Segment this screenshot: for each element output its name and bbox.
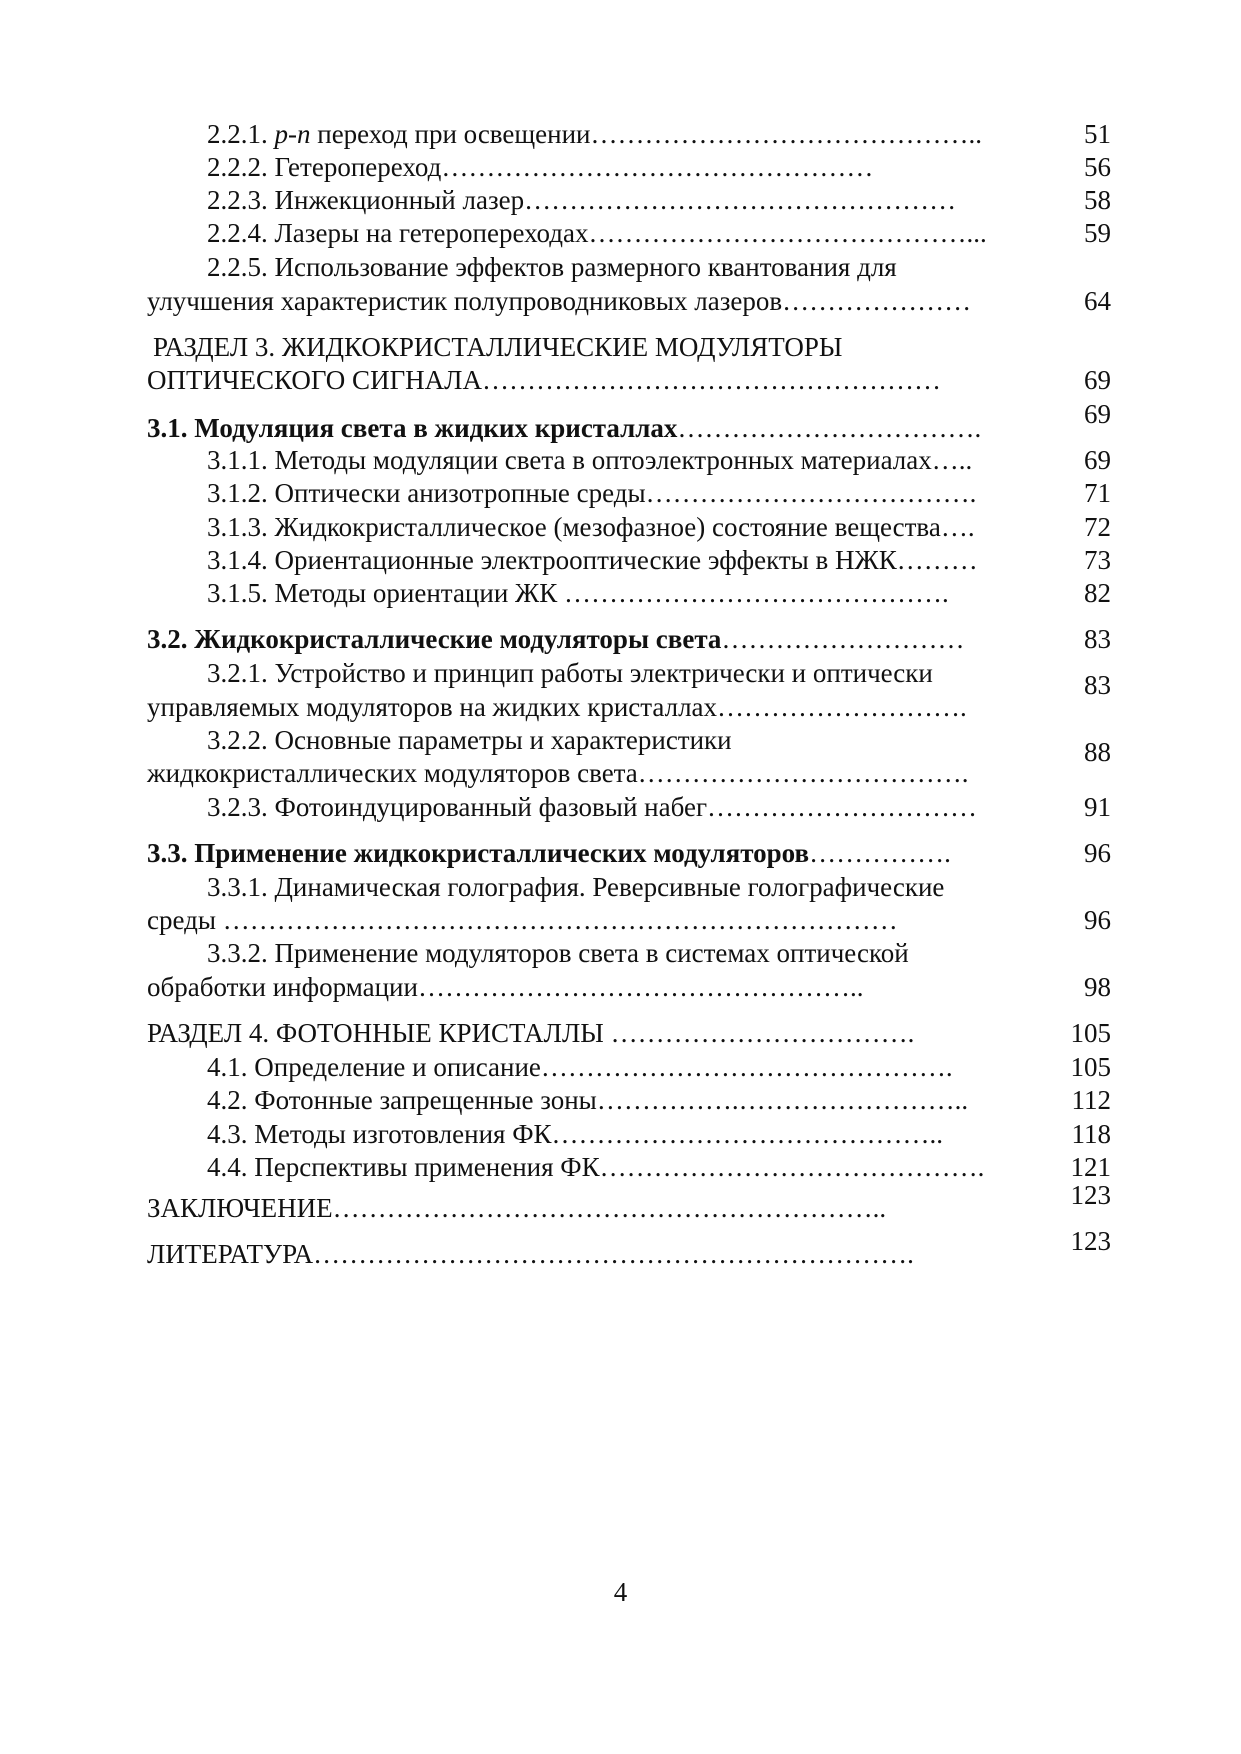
toc-entry-3-1-2 [207,476,976,510]
toc-entry-3-2-2-line1 [207,723,732,757]
toc-entry-title: среды [147,905,223,935]
toc-subsection-title: 3.2. Жидкокристаллические модуляторы света [147,624,722,654]
toc-section-3-line2 [147,363,941,397]
toc-leader-dots: …. [940,512,975,542]
toc-section-title: РАЗДЕЛ 4. ФОТОННЫЕ КРИСТАЛЛЫ [147,1018,611,1048]
toc-entry-2-2-4 [207,216,987,250]
toc-entry-title: 3.1.1. Методы модуляции света в оптоэлектронных материалах [207,445,932,475]
toc-entry-2-2-1 [207,117,982,151]
toc-page-number: 51 [1084,119,1111,149]
toc-entry-3-1-1 [207,443,972,477]
toc-leader-dots: ……… [896,545,978,575]
toc-leader-dots: …………….…………………….. [596,1085,969,1115]
toc-page-number: 59 [1084,218,1111,248]
toc-page-number: 56 [1084,152,1111,182]
toc-leader-dots: …………………………………………… [481,365,941,395]
toc-entry-title: 3.2.3. Фотоиндуцированный фазовый набег [207,792,708,822]
toc-page-number: 72 [1084,512,1111,542]
toc-leader-dots: ……………………………………... [588,218,987,248]
toc-leader-dots: ……………………………. [677,413,982,443]
toc-page-number: 105 [1070,1018,1111,1048]
toc-entry-title: 4.1. Определение и описание [207,1052,541,1082]
toc-leader-dots: ………………………………………….. [417,972,864,1002]
toc-entry-title: 3.2.2. Основные параметры и характеристики [207,725,732,755]
toc-leader-dots: …………………………………….. [551,1119,944,1149]
toc-leader-dots: ……………………………. [610,1018,915,1048]
toc-entry-prefix: 2.2.1. [207,119,275,149]
toc-leader-dots: ………………………………………………………………… [222,905,898,935]
toc-leader-dots: ………………………………………… [441,152,874,182]
toc-entry-title: 3.2.1. Устройство и принцип работы электрически и оптически [207,658,933,688]
toc-page-number: 105 [1070,1052,1111,1082]
toc-entry-3-1-4 [207,543,978,577]
toc-entry-title: управляемых модуляторов на жидких кристаллах [147,692,718,722]
toc-page-number: 96 [1084,905,1111,935]
toc-entry-title: жидкокристаллических модуляторов света [147,758,638,788]
toc-entry-3-2-2-line2 [147,756,969,790]
toc-leader-dots: ………………………………. [637,758,969,788]
toc-entry-title: 2.2.5. Использование эффектов размерного квантования для [207,252,897,282]
toc-subsection-3-2 [147,622,964,656]
toc-entry-4-4 [207,1150,984,1184]
toc-entry-2-2-5-line2 [147,284,971,318]
toc-page-number: 58 [1084,185,1111,215]
toc-entry-4-2 [207,1083,968,1117]
toc-entry-title: улучшения характеристик полупроводниковых лазеров [147,286,783,316]
toc-page-number: 82 [1084,578,1111,608]
toc-entry-title: 2.2.4. Лазеры на гетеропереходах [207,218,589,248]
toc-page-number: 69 [1084,399,1111,429]
toc-page-number: 98 [1084,972,1111,1002]
toc-leader-dots: ….. [931,445,973,475]
toc-entry-title: обработки информации [147,972,418,1002]
toc-entry-italic-term: p-n [274,119,311,149]
toc-leader-dots: ………………………………………… [524,185,957,215]
toc-page-number: 69 [1084,365,1111,395]
toc-page-number: 96 [1084,838,1111,868]
toc-entry-title: 3.1.4. Ориентационные электрооптические эффекты в НЖК [207,545,897,575]
toc-page-number: 123 [1070,1180,1111,1210]
toc-entry-3-2-1-line2 [147,690,967,724]
toc-entry-3-1-3 [207,510,975,544]
toc-page-number: 118 [1071,1119,1111,1149]
toc-entry-title: 4.2. Фотонные запрещенные зоны [207,1085,597,1115]
toc-page-number: 83 [1084,624,1111,654]
toc-entry-title: ЛИТЕРАТУРА [147,1239,314,1269]
toc-entry-title: 4.4. Перспективы применения ФК [207,1152,600,1182]
toc-literature [147,1237,914,1271]
toc-entry-3-3-2-line1 [207,936,909,970]
toc-entry-3-2-3 [207,790,977,824]
toc-entry-title: 3.1.3. Жидкокристаллическое (мезофазное) состояние вещества [207,512,941,542]
toc-subsection-title: 3.3. Применение жидкокристаллических модуляторов [147,838,810,868]
toc-entry-3-1-5 [207,576,949,610]
toc-leader-dots: ………………………. [717,692,967,722]
toc-page-number: 71 [1084,478,1111,508]
toc-page-number: 112 [1071,1085,1111,1115]
toc-leader-dots: ………………………………. [645,478,977,508]
toc-page-number: 88 [1084,737,1111,767]
toc-entry-2-2-3 [207,183,956,217]
toc-leader-dots: …………………………………………………………. [313,1239,914,1269]
toc-entry-title: 4.3. Методы изготовления ФК [207,1119,552,1149]
toc-entry-3-3-2-line2 [147,970,863,1004]
toc-entry-title: ЗАКЛЮЧЕНИЕ [147,1193,333,1223]
toc-entry-title: переход при освещении [310,119,591,149]
toc-page-number: 69 [1084,445,1111,475]
toc-entry-3-2-1-line1 [207,656,933,690]
toc-section-3-line1 [153,330,842,364]
toc-leader-dots: …………………………………………………….. [332,1193,887,1223]
toc-entry-4-3 [207,1117,943,1151]
toc-leader-dots: ……………………………………. [599,1152,985,1182]
toc-entry-title: 2.2.2. Гетеропереход [207,152,442,182]
toc-leader-dots: ………………… [782,286,972,316]
toc-entry-2-2-2 [207,150,873,184]
toc-entry-2-2-5-line1 [207,250,897,284]
toc-entry-title: 3.3.1. Динамическая голография. Реверсивные голографические [207,872,945,902]
toc-page-number: 64 [1084,286,1111,316]
toc-page-number: 123 [1070,1226,1111,1256]
toc-subsection-3-3 [147,836,951,870]
toc-entry-3-3-1-line2 [147,903,898,937]
page-number: 4 [613,1577,628,1607]
toc-section-title: РАЗДЕЛ 3. ЖИДКОКРИСТАЛЛИЧЕСКИЕ МОДУЛЯТОРЫ [153,332,843,362]
toc-leader-dots: ……………. [809,838,951,868]
toc-subsection-title: 3.1. Модуляция света в жидких кристаллах [147,413,678,443]
toc-leader-dots: ………………………………………. [540,1052,953,1082]
toc-section-4 [147,1016,914,1050]
toc-leader-dots: …………………………………….. [590,119,982,149]
toc-entry-title: 3.1.2. Оптически анизотропные среды [207,478,646,508]
toc-section-title: ОПТИЧЕСКОГО СИГНАЛА [147,365,482,395]
toc-conclusion [147,1191,886,1225]
toc-entry-4-1 [207,1050,953,1084]
toc-leader-dots: ……………………………………. [557,578,949,608]
toc-leader-dots: ………………………… [707,792,978,822]
toc-page-number: 121 [1070,1152,1111,1182]
toc-entry-title: 3.1.5. Методы ориентации ЖК [207,578,558,608]
toc-leader-dots: ……………………… [721,624,965,654]
toc-entry-3-3-1-line1 [207,870,944,904]
toc-page-number: 83 [1084,670,1111,700]
toc-subsection-3-1 [147,411,981,445]
toc-entry-title: 2.2.3. Инжекционный лазер [207,185,525,215]
toc-entry-title: 3.3.2. Применение модуляторов света в системах оптической [207,938,909,968]
toc-page-number: 73 [1084,545,1111,575]
toc-page-number: 91 [1084,792,1111,822]
